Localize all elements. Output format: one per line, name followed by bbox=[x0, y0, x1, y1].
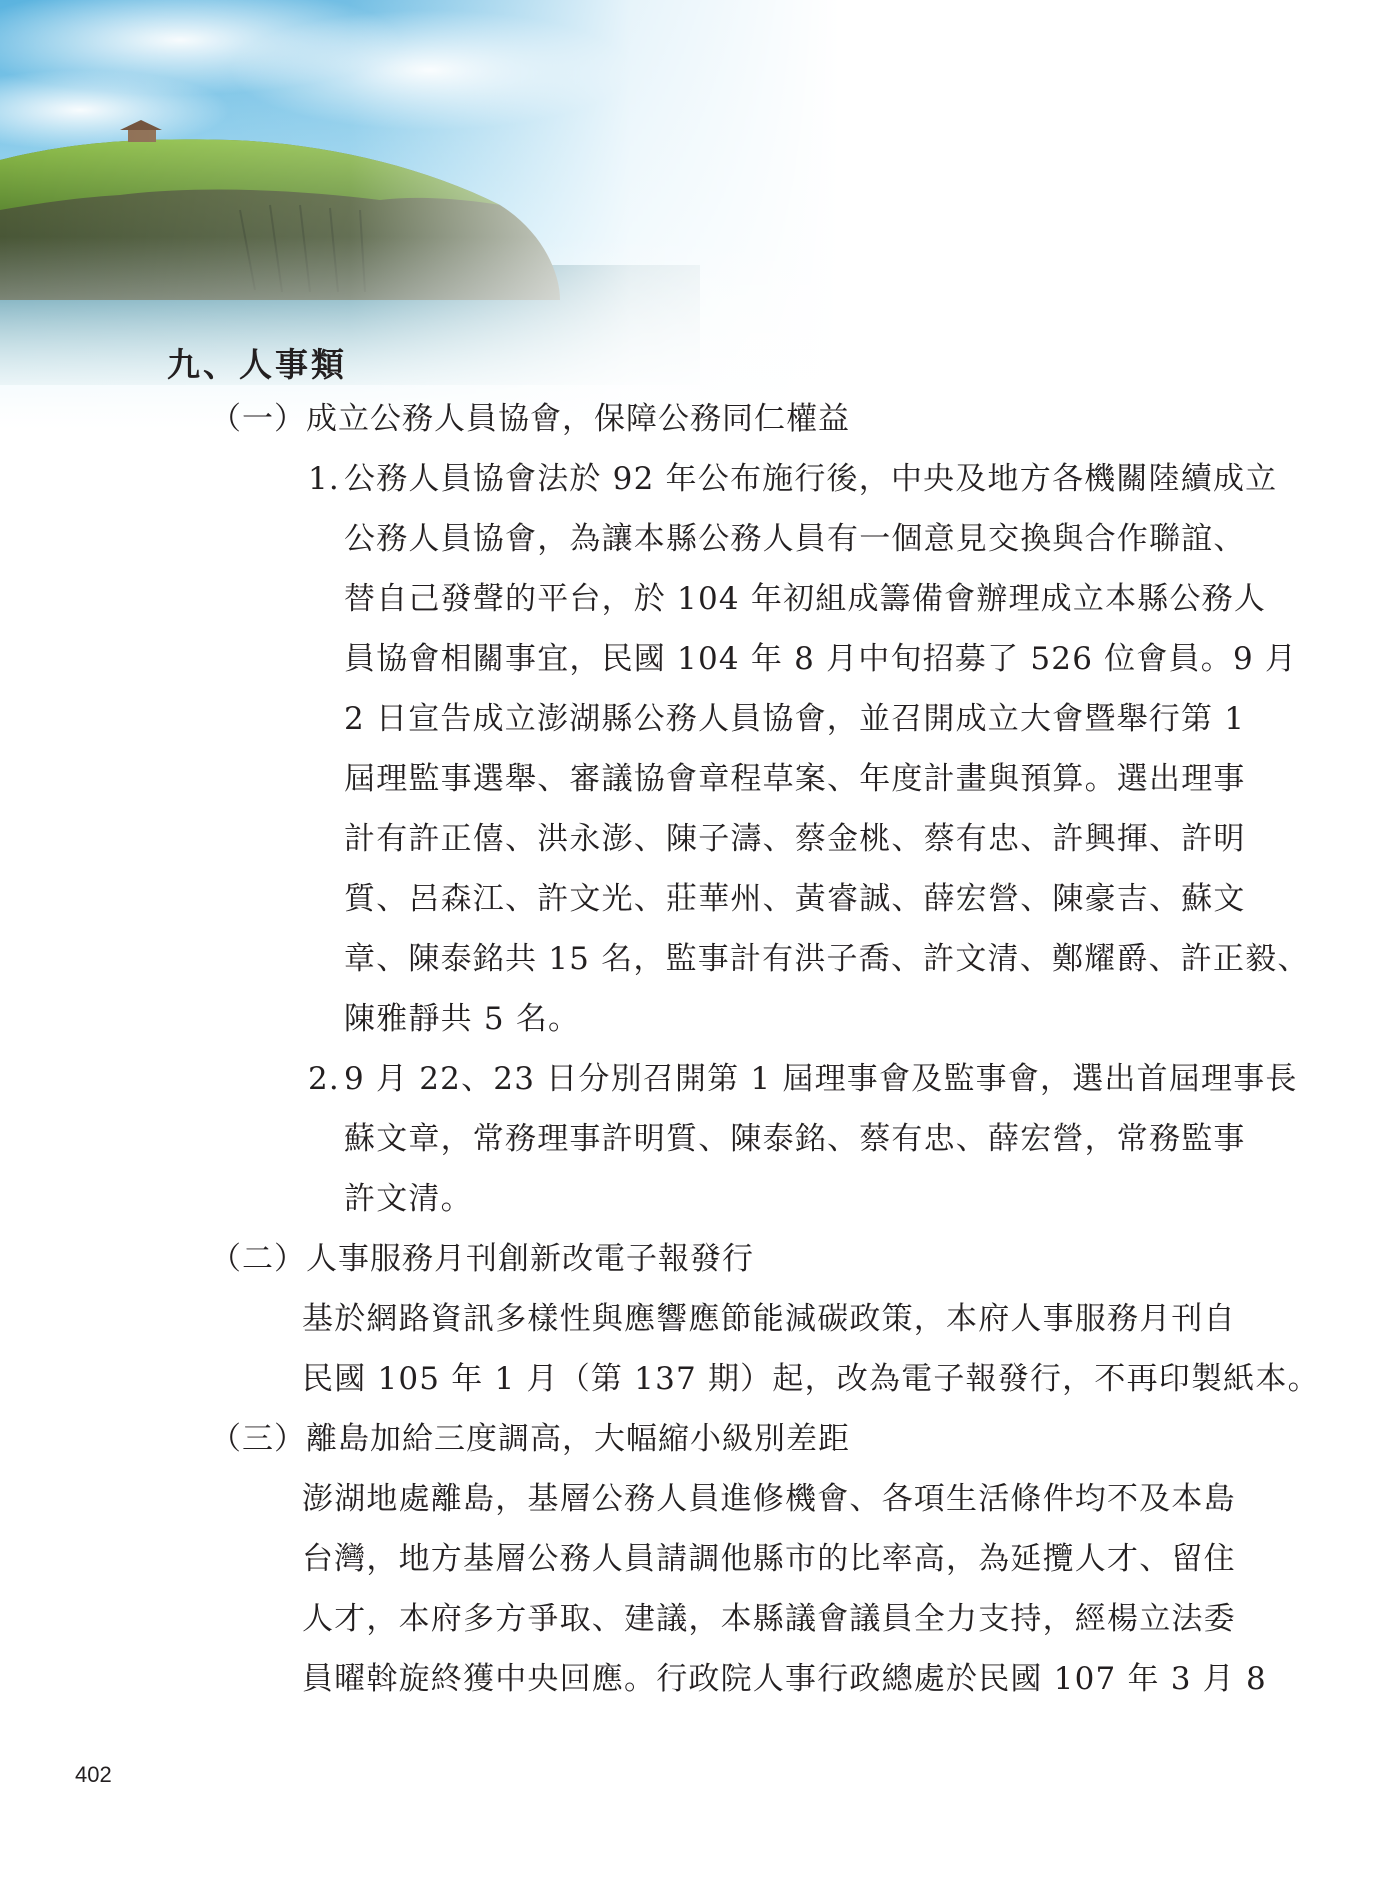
list-item-marker-2: 2. bbox=[308, 1061, 340, 1097]
item-1-line: 章、陳泰銘共 15 名，監事計有洪子喬、許文清、鄭耀爵、許正毅、 bbox=[344, 941, 1310, 977]
item-1-line: 2 日宣告成立澎湖縣公務人員協會，並召開成立大會暨舉行第 1 bbox=[344, 701, 1246, 737]
paragraph-line: 民國 105 年 1 月（第 137 期）起，改為電子報發行，不再印製紙本。 bbox=[302, 1361, 1320, 1397]
item-1-line: 計有許正僖、洪永澎、陳子濤、蔡金桃、蔡有忠、許興揮、許明 bbox=[344, 821, 1246, 857]
subsection-heading-1: （一）成立公務人員協會，保障公務同仁權益 bbox=[210, 401, 850, 437]
section-title: 九、人事類 bbox=[167, 345, 347, 384]
paragraph-line: 台灣，地方基層公務人員請調他縣市的比率高，為延攬人才、留住 bbox=[302, 1541, 1236, 1577]
list-item-marker-1: 1. bbox=[308, 461, 340, 497]
item-2-line: 許文清。 bbox=[344, 1181, 473, 1217]
paragraph-line: 人才，本府多方爭取、建議，本縣議會議員全力支持，經楊立法委 bbox=[302, 1601, 1236, 1637]
item-1-line: 員協會相關事宜，民國 104 年 8 月中旬招募了 526 位會員。9 月 bbox=[344, 641, 1298, 677]
subsection-heading-2: （二）人事服務月刊創新改電子報發行 bbox=[210, 1241, 754, 1277]
paragraph-line: 澎湖地處離島，基層公務人員進修機會、各項生活條件均不及本島 bbox=[302, 1481, 1236, 1517]
item-1-line: 替自己發聲的平台，於 104 年初組成籌備會辦理成立本縣公務人 bbox=[344, 581, 1267, 617]
paragraph-line: 員曜斡旋終獲中央回應。行政院人事行政總處於民國 107 年 3 月 8 bbox=[302, 1661, 1267, 1697]
item-2-line: 9 月 22、23 日分別召開第 1 屆理事會及監事會，選出首屆理事長 bbox=[344, 1061, 1298, 1097]
subsection-heading-3: （三）離島加給三度調高，大幅縮小級別差距 bbox=[210, 1421, 850, 1457]
paragraph-line: 基於網路資訊多樣性與應響應節能減碳政策，本府人事服務月刊自 bbox=[302, 1301, 1236, 1337]
item-2-line: 蘇文章，常務理事許明質、陳泰銘、蔡有忠、薛宏營，常務監事 bbox=[344, 1121, 1246, 1157]
item-1-line: 公務人員協會，為讓本縣公務人員有一個意見交換與合作聯誼、 bbox=[344, 521, 1246, 557]
item-1-line: 質、呂森江、許文光、莊華州、黃睿誠、薛宏營、陳豪吉、蘇文 bbox=[344, 881, 1246, 917]
page-number: 402 bbox=[75, 1762, 112, 1787]
item-1-line: 陳雅靜共 5 名。 bbox=[344, 1001, 581, 1037]
item-1-line: 公務人員協會法於 92 年公布施行後，中央及地方各機關陸續成立 bbox=[344, 461, 1278, 497]
item-1-line: 屆理監事選舉、審議協會章程草案、年度計畫與預算。選出理事 bbox=[344, 761, 1246, 797]
